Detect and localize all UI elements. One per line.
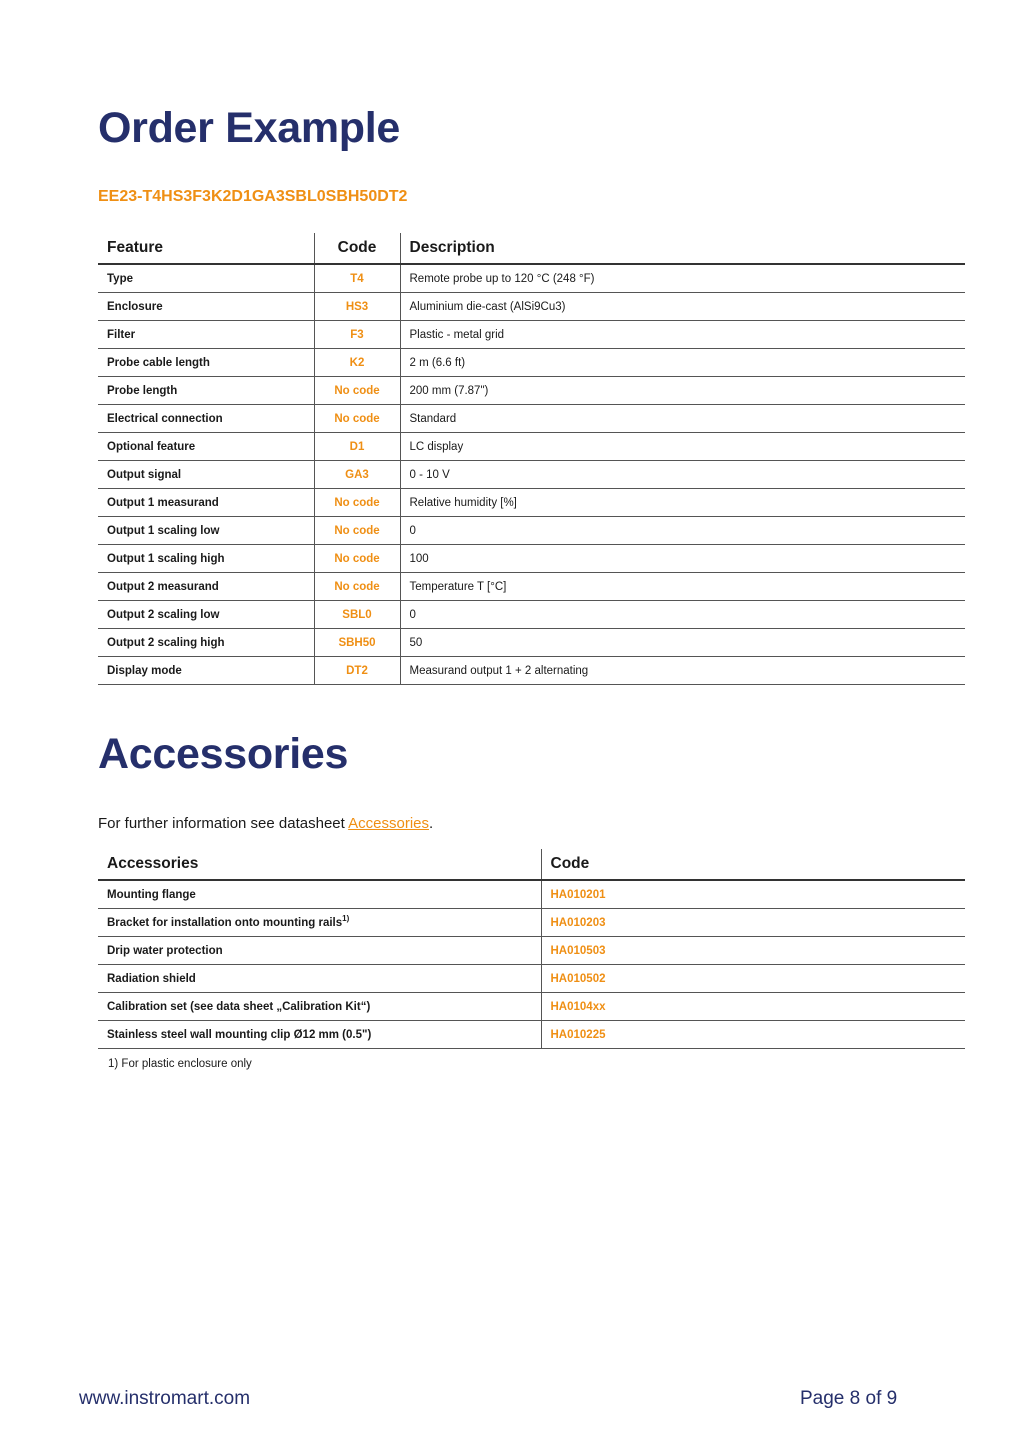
footer-page-number: Page 8 of 9 [800,1388,898,1409]
code-cell: No code [314,377,400,405]
code-cell: SBL0 [314,601,400,629]
feature-cell: Output 2 measurand [98,573,314,601]
feature-cell: Output 1 scaling high [98,545,314,573]
accessory-name: Radiation shield [107,972,196,985]
accessory-name-cell [98,909,541,937]
table-row [98,405,965,433]
accessory-code-cell: HA010225 [541,1021,965,1049]
header-accessories: Accessories [98,849,541,880]
accessory-name: Drip water protection [107,944,223,957]
code-cell: K2 [314,349,400,377]
table-row [98,293,965,321]
feature-cell: Probe length [98,377,314,405]
accessory-name: Calibration set (see data sheet „Calibration Kit“) [107,1000,371,1013]
accessory-code-cell: HA010201 [541,880,965,909]
description-cell: Remote probe up to 120 °C (248 °F) [400,264,965,293]
code-cell: No code [314,489,400,517]
feature-cell: Output 1 measurand [98,489,314,517]
accessory-name: Mounting flange [107,888,196,901]
table-row [98,965,965,993]
accessory-name-cell [98,937,541,965]
table-row [98,937,965,965]
description-cell: Measurand output 1 + 2 alternating [400,657,965,685]
feature-cell: Optional feature [98,433,314,461]
accessories-datasheet-link[interactable]: Accessories [348,815,429,832]
description-cell: 0 [400,517,965,545]
order-table [98,233,965,685]
code-cell: F3 [314,321,400,349]
table-row [98,489,965,517]
accessories-table-header [98,849,965,880]
code-cell: No code [314,517,400,545]
accessories-heading: Accessories [98,730,349,778]
feature-cell: Enclosure [98,293,314,321]
accessories-intro [98,815,433,832]
code-cell: No code [314,405,400,433]
accessory-code-cell: HA010503 [541,937,965,965]
description-cell: Aluminium die-cast (AlSi9Cu3) [400,293,965,321]
accessory-code-cell: HA0104xx [541,993,965,1021]
table-row [98,321,965,349]
description-cell: 200 mm (7.87") [400,377,965,405]
description-cell: LC display [400,433,965,461]
accessory-name-cell [98,1021,541,1049]
table-row [98,377,965,405]
accessories-table [98,849,965,1049]
description-cell: Plastic - metal grid [400,321,965,349]
accessory-name-cell [98,880,541,909]
code-cell: T4 [314,264,400,293]
code-cell: DT2 [314,657,400,685]
footnote-marker: 1) [342,913,350,923]
accessory-name: Bracket for installation onto mounting rails [107,916,343,929]
code-cell: SBH50 [314,629,400,657]
order-code: EE23-T4HS3F3K2D1GA3SBL0SBH50DT2 [98,188,408,205]
feature-cell: Output 1 scaling low [98,517,314,545]
table-row [98,909,965,937]
intro-end: . [429,815,434,832]
table-row [98,601,965,629]
table-row [98,349,965,377]
table-row [98,545,965,573]
table-row [98,1021,965,1049]
table-row [98,264,965,293]
description-cell: 0 - 10 V [400,461,965,489]
table-row [98,629,965,657]
description-cell: 0 [400,601,965,629]
feature-cell: Probe cable length [98,349,314,377]
accessory-name: Stainless steel wall mounting clip Ø12 mm (0.5") [107,1028,372,1041]
footer-website[interactable]: www.instromart.com [79,1388,251,1409]
accessory-name-cell [98,993,541,1021]
order-table-header [98,233,965,264]
feature-cell: Filter [98,321,314,349]
description-cell: 2 m (6.6 ft) [400,349,965,377]
feature-cell: Output 2 scaling high [98,629,314,657]
footnote: 1) For plastic enclosure only [108,1058,252,1070]
feature-cell: Output 2 scaling low [98,601,314,629]
table-row [98,573,965,601]
feature-cell: Display mode [98,657,314,685]
table-row [98,517,965,545]
table-row [98,461,965,489]
description-cell: 50 [400,629,965,657]
intro-text: For further information see datasheet [98,815,349,832]
header-feature: Feature [98,233,314,264]
accessory-code-cell: HA010203 [541,909,965,937]
accessory-name-cell [98,965,541,993]
description-cell: 100 [400,545,965,573]
code-cell: HS3 [314,293,400,321]
description-cell: Relative humidity [%] [400,489,965,517]
table-row [98,880,965,909]
order-example-heading: Order Example [98,104,401,152]
header-code: Code [314,233,400,264]
table-row [98,657,965,685]
feature-cell: Type [98,264,314,293]
code-cell: No code [314,545,400,573]
description-cell: Temperature T [°C] [400,573,965,601]
description-cell: Standard [400,405,965,433]
table-row [98,993,965,1021]
header-acc-code: Code [541,849,965,880]
table-row [98,433,965,461]
code-cell: No code [314,573,400,601]
feature-cell: Electrical connection [98,405,314,433]
accessory-code-cell: HA010502 [541,965,965,993]
feature-cell: Output signal [98,461,314,489]
code-cell: GA3 [314,461,400,489]
header-description: Description [400,233,965,264]
code-cell: D1 [314,433,400,461]
